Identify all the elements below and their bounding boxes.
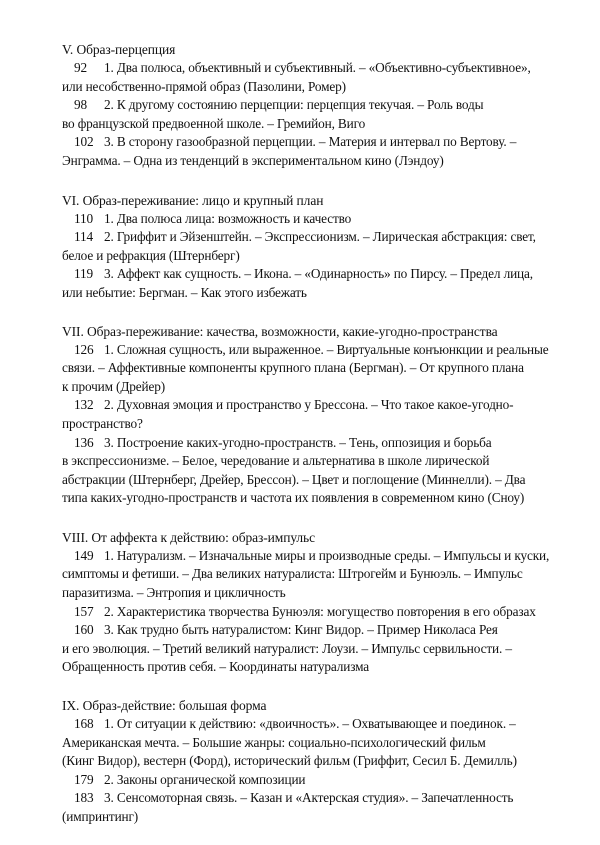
page-number: 132 <box>74 397 94 413</box>
page-number: 149 <box>74 547 94 563</box>
entry-text: 2. Духовная эмоция и пространство у Брессона. – Что такое какое-угодно- <box>104 397 514 413</box>
toc-entry-line: в экспрессионизме. – Белое, чередование и альтернатива в школе лирической <box>62 453 490 469</box>
chapter-vi <box>62 191 552 303</box>
entry-text: 3. Построение каких-угодно-пространств. – Тень, оппозиция и борьба <box>104 434 492 450</box>
toc-entry <box>62 210 552 229</box>
entry-text: 1. Два полюса лица: возможность и качество <box>104 210 352 226</box>
toc-entry-line <box>62 133 552 152</box>
chapter-ix <box>62 696 552 827</box>
toc-entry-line: связи. – Аффективные компоненты крупного плана (Бергман). – От крупного плана <box>62 360 524 376</box>
toc-entry-line <box>62 547 552 566</box>
toc-entry-line: (Кинг Видор), вестерн (Форд), исторический фильм (Гриффит, Сесил Б. Демилль) <box>62 753 517 769</box>
chapter-title: VIII. От аффекта к действию: образ-импульс <box>62 529 315 545</box>
page-number: 119 <box>74 266 94 282</box>
toc-entry <box>62 265 552 302</box>
toc-entry-line <box>62 396 552 415</box>
toc-entry-line <box>62 228 552 247</box>
toc-entry-line: или несобственно-прямой образ (Пазолини, Ромер) <box>62 78 346 94</box>
chapter-title: VI. Образ-переживание: лицо и крупный план <box>62 192 324 208</box>
entry-text: 3. В сторону газообразной перцепции. – Материя и интервал по Вертову. – <box>104 134 517 150</box>
toc-entry <box>62 228 552 265</box>
toc-entry-line: к прочим (Дрейер) <box>62 378 165 394</box>
toc-entry-line <box>62 789 552 808</box>
entry-text: 2. Характеристика творчества Бунюэля: могущество повторения в его образах <box>104 603 536 619</box>
page-number: 136 <box>74 434 94 450</box>
entry-text: 1. Натурализм. – Изначальные миры и производные среды. – Импульсы и куски, <box>104 547 550 563</box>
entry-text: 2. Законы органической композиции <box>104 771 306 787</box>
toc-entry-line: паразитизма. – Энтропия и цикличность <box>62 585 286 601</box>
toc-entry-line <box>62 265 552 284</box>
toc-entry-line <box>62 210 552 229</box>
chapter-title: IX. Образ-действие: большая форма <box>62 698 267 714</box>
page-number: 157 <box>74 603 94 619</box>
page-number: 102 <box>74 134 94 150</box>
toc-entry-line <box>62 621 552 640</box>
toc-entry-line: Американская мечта. – Большие жанры: социально-психологический фильм <box>62 734 486 750</box>
toc-entry <box>62 59 552 96</box>
toc-entry <box>62 396 552 433</box>
toc-entry-line <box>62 434 552 453</box>
toc-entry <box>62 789 552 826</box>
page-number: 98 <box>74 97 87 113</box>
toc-entry <box>62 547 552 603</box>
entry-text: 3. Сенсомоторная связь. – Казан и «Актерская студия». – Запечатленность <box>104 790 514 806</box>
toc-entry-line <box>62 715 552 734</box>
toc-entry-line: абстракции (Штернберг, Дрейер, Брессон). – Цвет и поглощение (Миннелли). – Два <box>62 471 526 487</box>
toc-entry-line: пространство? <box>62 415 143 431</box>
chapter-v <box>62 40 552 171</box>
toc-entry <box>62 96 552 133</box>
toc-entry <box>62 603 552 622</box>
entry-text: 1. Сложная сущность, или выраженное. – Виртуальные конъюнкции и реальные <box>104 341 549 357</box>
toc-entry <box>62 621 552 677</box>
entry-text: 2. К другому состоянию перцепции: перцепция текучая. – Роль воды <box>104 97 484 113</box>
entry-text: 1. Два полюса, объективный и субъективный. – «Объективно-субъективное», <box>104 60 531 75</box>
toc-entry-line: симптомы и фетиши. – Два великих натуралиста: Штрогейм и Бунюэль. – Импульс <box>62 566 523 582</box>
chapter-title: V. Образ-перцепция <box>62 42 176 57</box>
page-number: 179 <box>74 771 94 787</box>
toc-entry-line <box>62 603 552 622</box>
entry-text: 3. Как трудно быть натуралистом: Кинг Видор. – Пример Николаса Рея <box>104 622 498 638</box>
toc-entry <box>62 341 552 397</box>
toc-entry-line: во французской предвоенной школе. – Гремийон, Виго <box>62 115 366 131</box>
toc-entry-line: Обращенность против себя. – Координаты натурализма <box>62 659 370 675</box>
toc-entry-line: типа каких-угодно-пространств и частота их появления в современном кино (Сноу) <box>62 490 525 506</box>
page-number: 126 <box>74 341 94 357</box>
entry-text: 2. Гриффит и Эйзенштейн. – Экспрессионизм. – Лирическая абстракция: свет, <box>104 229 536 245</box>
toc-entry-line: (импринтинг) <box>62 809 139 824</box>
page-number: 114 <box>74 229 94 245</box>
toc-entry <box>62 715 552 771</box>
toc-entry <box>62 133 552 170</box>
page-number: 160 <box>74 622 94 638</box>
page-number: 183 <box>74 790 94 806</box>
page-number: 168 <box>74 716 94 732</box>
entry-text: 1. От ситуации к действию: «двоичность». – Охватывающее и поединок. – <box>104 716 516 732</box>
toc-entry-line: или небытие: Бергман. – Как этого избежать <box>62 284 307 300</box>
page-number: 110 <box>74 210 94 226</box>
toc-entry-line: и его эволюция. – Третий великий натуралист: Лоузи. – Импульс сервильности. – <box>62 640 512 656</box>
entry-text: 3. Аффект как сущность. – Икона. – «Одинарность» по Пирсу. – Предел лица, <box>104 266 533 282</box>
toc-entry-line <box>62 341 552 360</box>
chapter-viii <box>62 528 552 677</box>
toc-entry-line <box>62 96 552 115</box>
toc-entry <box>62 771 552 790</box>
toc-entry-line: белое и рефракция (Штернберг) <box>62 247 240 263</box>
toc-entry-line: Энграмма. – Одна из тенденций в экспериментальном кино (Лэндоу) <box>62 152 444 168</box>
toc-entry-line <box>62 59 552 78</box>
toc-entry <box>62 434 552 508</box>
table-of-contents <box>62 40 552 845</box>
chapter-title: VII. Образ-переживание: качества, возможности, какие-угодно-пространства <box>62 323 498 339</box>
toc-entry-line <box>62 771 552 790</box>
chapter-vii <box>62 322 552 508</box>
page-number: 92 <box>74 60 87 75</box>
